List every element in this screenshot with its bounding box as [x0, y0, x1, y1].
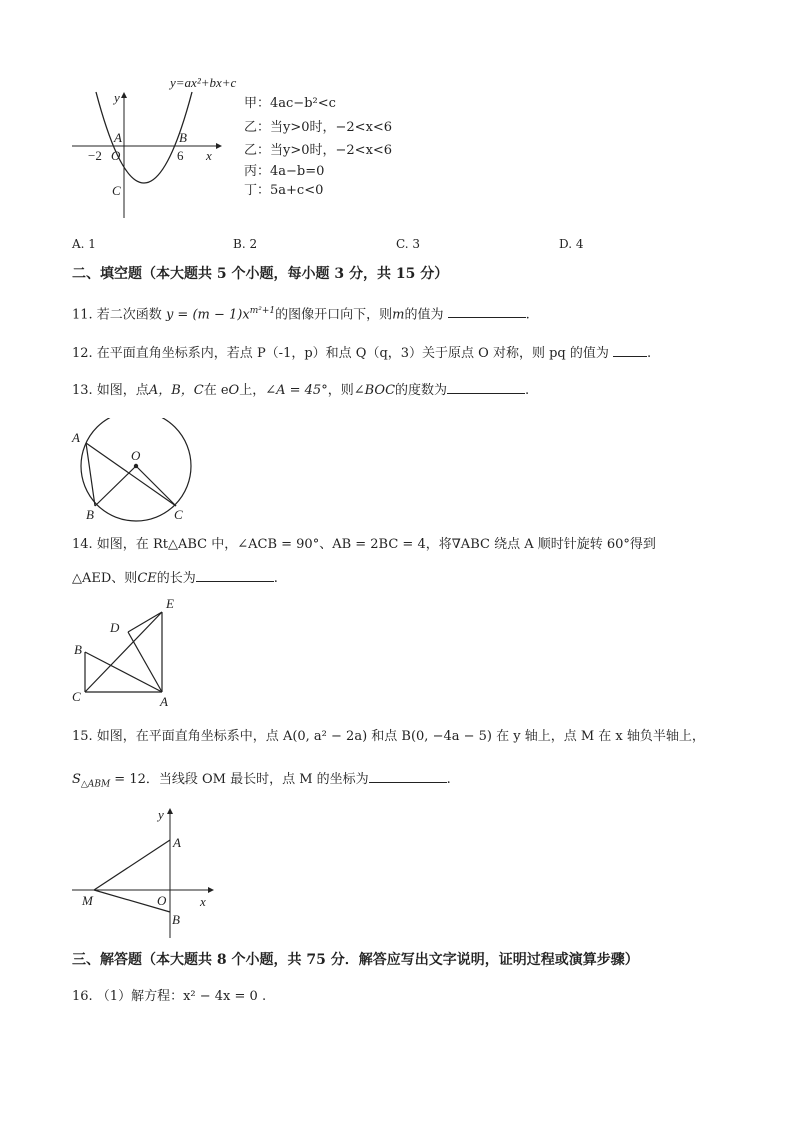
q13-circle: O [228, 383, 240, 398]
q10-statement-ding: 丁：5a+c<0 [244, 183, 324, 198]
q14-triangle-figure [66, 594, 186, 712]
q15-y-arrow [167, 808, 173, 814]
q13-end: . [525, 383, 530, 398]
q13-seg-OC [136, 466, 176, 506]
q11-var: m [392, 307, 405, 323]
q15-answer-blank[interactable] [369, 770, 447, 783]
q11-base: x [242, 307, 250, 323]
q13-angle2: ∠BOC [353, 383, 396, 398]
q11-end: . [525, 307, 530, 323]
q15-label-y: y [158, 807, 164, 822]
q12-text [72, 344, 651, 362]
q11-exponent: m²+1 [249, 306, 276, 316]
q13-angle: ∠A = 45° [265, 383, 328, 398]
q13-label-B: B [86, 507, 94, 522]
q12-answer-blank[interactable] [613, 344, 647, 357]
q13-mid2: 上， [239, 383, 266, 398]
q10-tick-neg2: −2 [88, 148, 102, 163]
q13-mid: 在 e [203, 383, 229, 398]
q10-statement-yi-1: 乙：当y>0时，−2<x<6 [244, 120, 393, 135]
section-2-title: 二、填空题（本大题共 5 个小题，每小题 3 分，共 15 分） [72, 266, 449, 282]
q14-label-A: A [160, 694, 168, 709]
q12-body: 12. 在平面直角坐标系内，若点 P（-1，p）和点 Q（q，3）关于原点 O 对称，则 pq 的值为 [72, 346, 609, 361]
q15-label-B: B [172, 912, 180, 927]
q14-label-D: D [110, 620, 120, 635]
q11-pre: 11. 若二次函数 [72, 307, 162, 323]
q15-line1: 15. 如图，在平面直角坐标系中，点 A(0, a² − 2a) 和点 B(0, −4a − 5) 在 y 轴上，点 M 在 x 轴负半轴上， [72, 729, 705, 744]
q14-var: CE [137, 571, 157, 586]
q14-line2-post: 的长为 [156, 571, 196, 586]
q13-post: 的度数为 [395, 383, 448, 398]
q14-label-B: B [74, 642, 82, 657]
q10-statement-bing: 丙：4a−b=0 [244, 164, 325, 179]
q10-parabola-curve [96, 92, 192, 183]
q10-x-arrow [216, 143, 222, 149]
q10-statement-yi-2: 乙：当y>0时，−2<x<6 [244, 143, 393, 158]
q11-answer-blank[interactable] [448, 305, 526, 318]
q14-end: . [273, 571, 278, 586]
q14-line1: 14. 如图，在 Rt△ABC 中，∠ACB = 90°、AB = 2BC = 4，将∇ABC 绕点 A 顺时针旋转 60°得到 [72, 537, 656, 552]
q15-line2 [72, 770, 451, 793]
q15-coordinate-figure [66, 802, 226, 942]
q13-label-O: O [131, 448, 141, 463]
q10-point-C: C [112, 183, 121, 198]
q14-label-C: C [72, 689, 81, 704]
q15-label-x: x [200, 894, 206, 909]
q14-line2-pre: △AED、则 [72, 571, 138, 586]
q10-point-B: B [179, 130, 187, 145]
q14-label-E: E [166, 596, 174, 611]
q10-x-label: x [206, 148, 212, 163]
q15-label-O: O [157, 893, 167, 908]
q15-x-arrow [208, 887, 214, 893]
q12-end: . [647, 346, 652, 361]
q10-statement-jia: 甲：4ac−b²<c [244, 96, 336, 111]
q14-answer-blank[interactable] [196, 569, 274, 582]
q13-pre: 13. 如图，点 [72, 383, 149, 398]
q10-point-O: O [111, 148, 121, 163]
q13-seg-OB [95, 466, 136, 506]
q10-tick-6: 6 [177, 148, 184, 163]
q11-post2: 的值为 [404, 307, 444, 323]
q13-label-C: C [174, 507, 183, 522]
q10-curve-label: y=ax²+bx+c [170, 75, 237, 90]
q15-label-A: A [173, 835, 181, 850]
q13-text [72, 381, 529, 399]
q13-answer-blank[interactable] [447, 381, 525, 394]
q13-label-A: A [72, 430, 80, 445]
q13-circle-figure [66, 418, 202, 528]
q11-expr: y = (m − 1) [165, 307, 243, 323]
q10-option-a[interactable]: A. 1 [72, 237, 96, 251]
q10-option-c[interactable]: C. 3 [396, 237, 421, 251]
q10-option-d[interactable]: D. 4 [559, 237, 584, 251]
q14-line2 [72, 569, 278, 587]
q15-area-S: S [72, 772, 81, 787]
q16-text: 16. （1）解方程：x² − 4x = 0 . [72, 989, 267, 1004]
q13-center-dot [134, 464, 138, 468]
q13-points: A，B，C [148, 383, 204, 398]
q10-parabola-figure [66, 74, 246, 224]
q11-text [72, 303, 530, 323]
q10-y-label: y [114, 90, 120, 105]
q15-seg-MA [94, 840, 170, 890]
q15-area-sub: △ABM [80, 779, 111, 790]
q15-label-M: M [82, 893, 93, 908]
q15-line2-mid: = 12．当线段 OM 最长时，点 M 的坐标为 [110, 772, 369, 787]
q15-end: . [446, 772, 451, 787]
q10-y-arrow [121, 92, 127, 98]
q11-post: 的图像开口向下，则 [275, 307, 393, 323]
q10-option-b[interactable]: B. 2 [233, 237, 258, 251]
section-3-title: 三、解答题（本大题共 8 个小题，共 75 分．解答应写出文字说明，证明过程或演算步骤） [72, 952, 639, 968]
q14-seg-CE [85, 612, 162, 692]
q10-point-A: A [114, 130, 122, 145]
q13-mid3: ，则 [327, 383, 354, 398]
